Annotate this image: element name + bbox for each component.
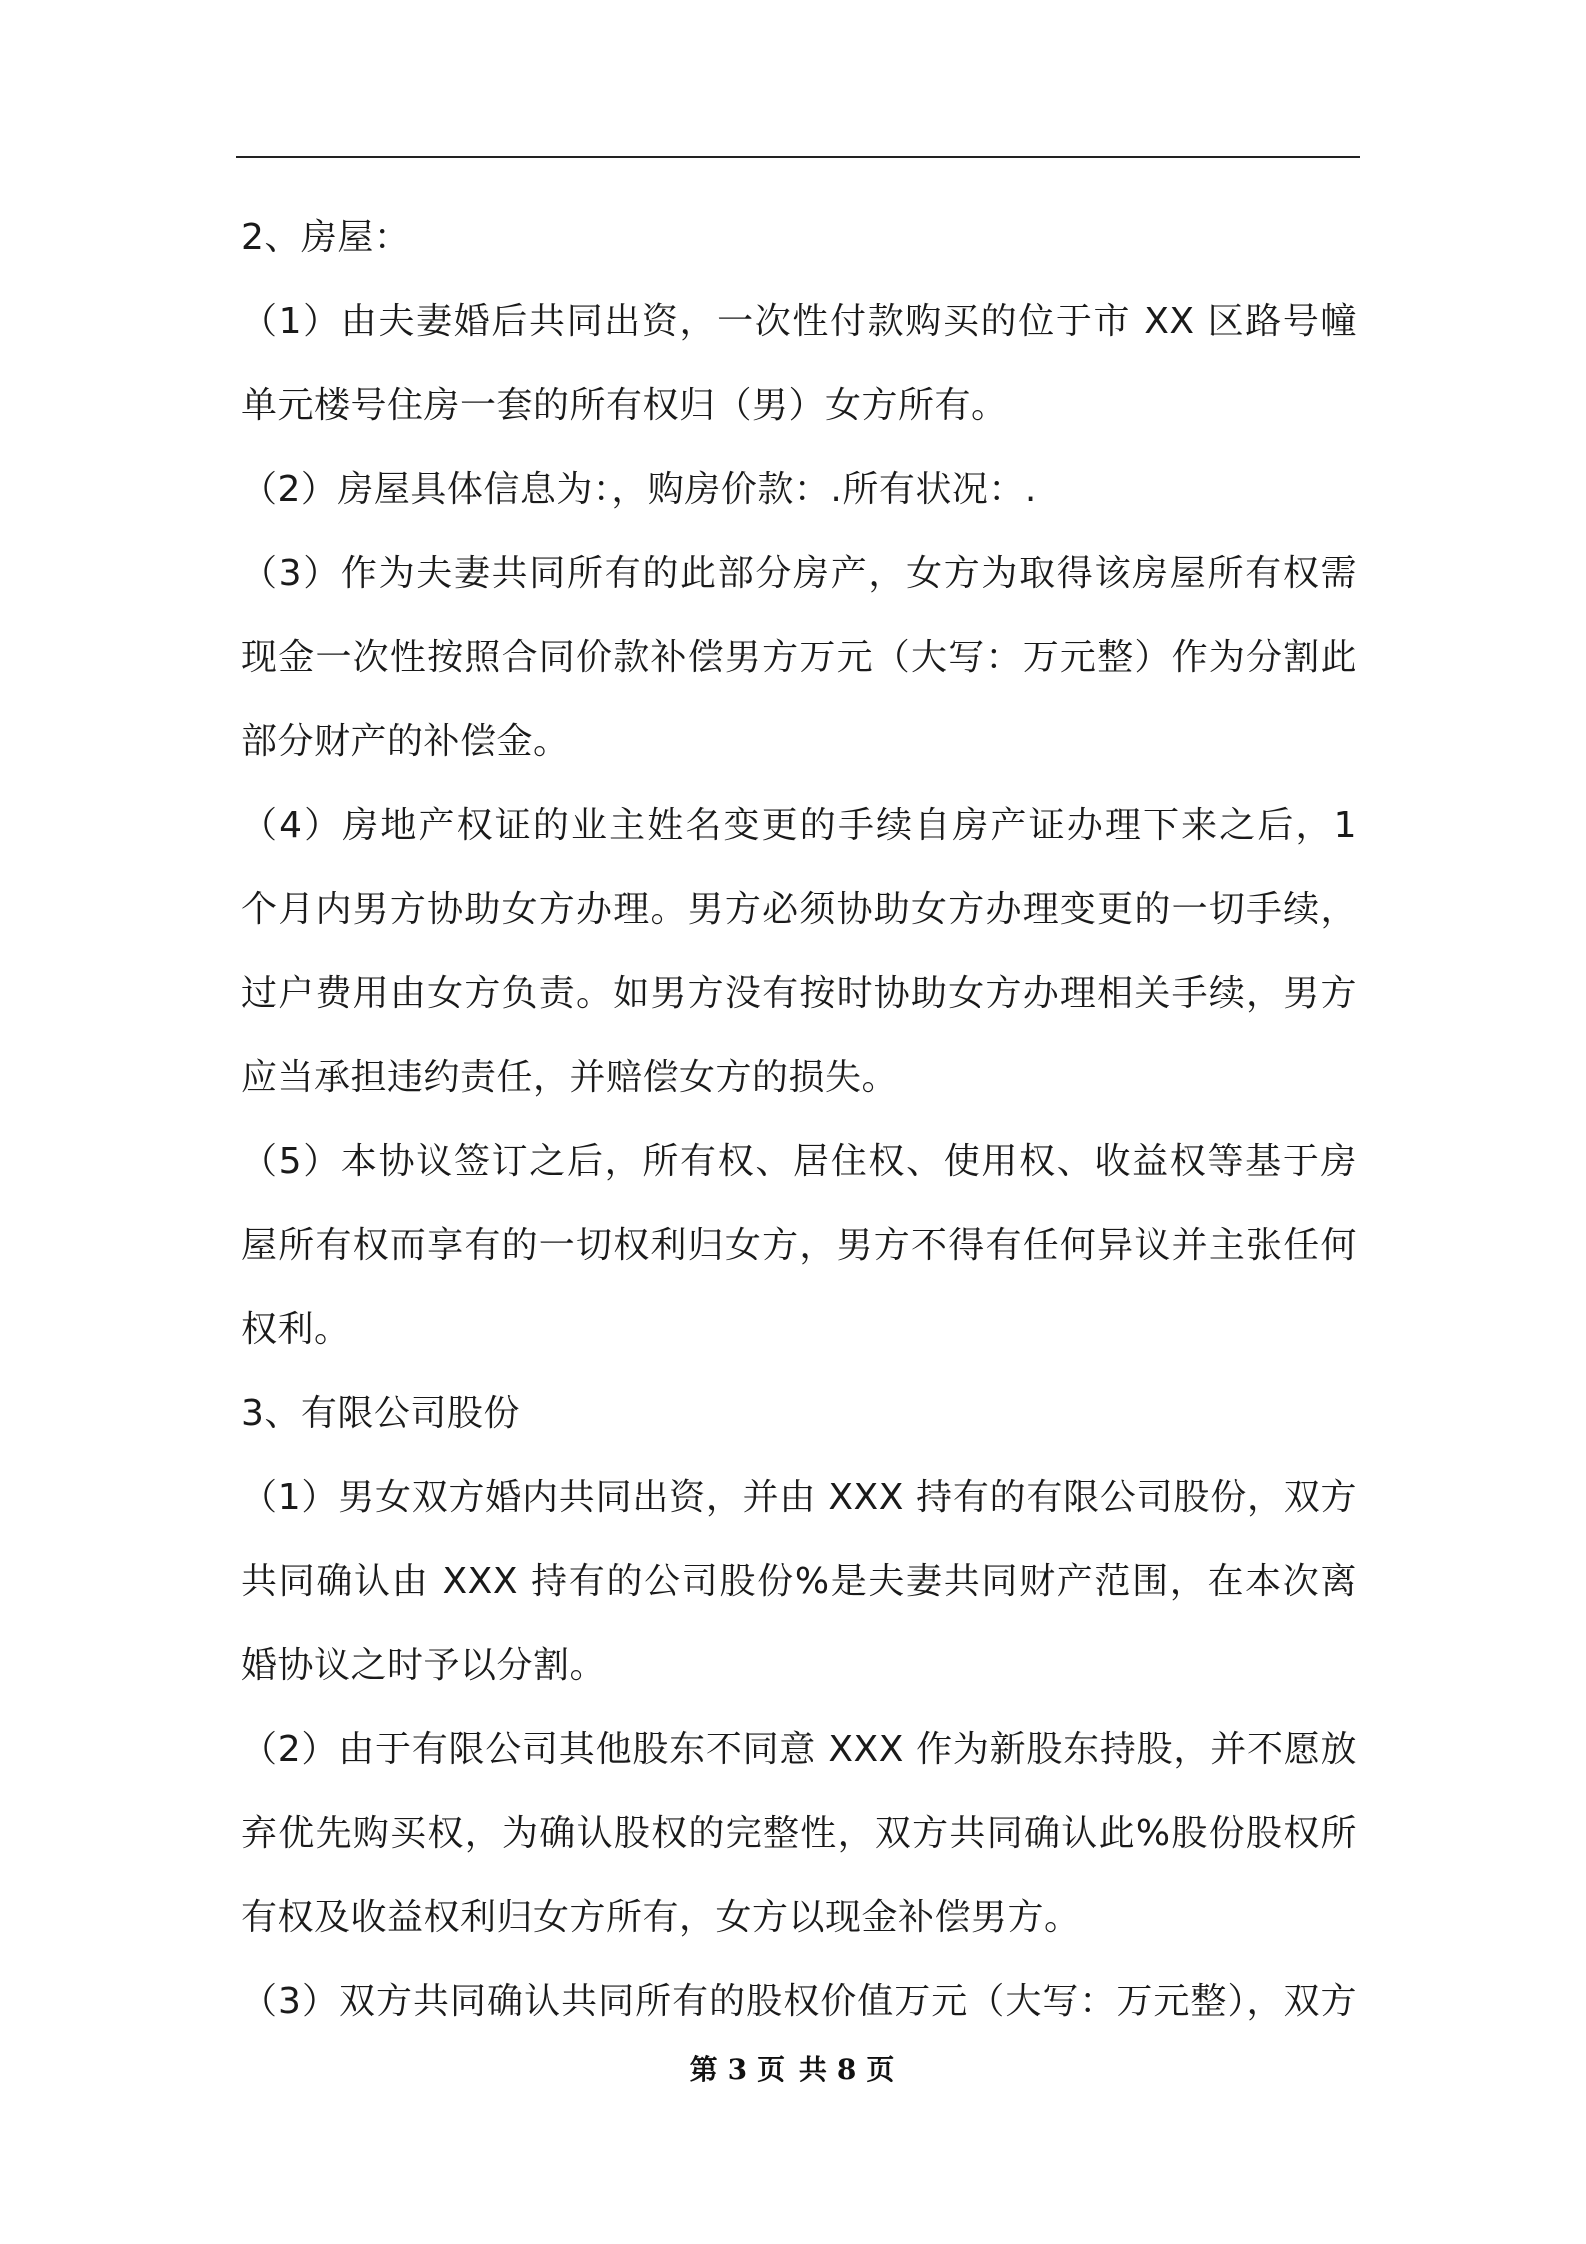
text-line: 过户费用由女方负责。如男方没有按时协助女方办理相关手续，男方 (241, 973, 1357, 1014)
text-line: 部分财产的补偿金。 (241, 721, 570, 762)
text-line: （4）房地产权证的业主姓名变更的手续自房产证办理下来之后，1 (241, 805, 1357, 846)
text-line: （3）作为夫妻共同所有的此部分房产，女方为取得该房屋所有权需 (241, 553, 1357, 594)
text-line: 屋所有权而享有的一切权利归女方，男方不得有任何异议并主张任何 (241, 1225, 1357, 1266)
text-line: 有权及收益权利归女方所有，女方以现金补偿男方。 (241, 1897, 1081, 1938)
text-line: 共同确认由 XXX 持有的公司股份%是夫妻共同财产范围，在本次离 (241, 1561, 1357, 1602)
text-line: （1）由夫妻婚后共同出资，一次性付款购买的位于市 XX 区路号幢 (241, 301, 1357, 342)
text-line: （5）本协议签订之后，所有权、居住权、使用权、收益权等基于房 (241, 1141, 1357, 1182)
text-line: （2）房屋具体信息为：，购房价款：.所有状况：. (241, 469, 1037, 510)
total-page-count: 8 (836, 2053, 859, 2086)
text-line: 单元楼号住房一套的所有权归（男）女方所有。 (241, 385, 1008, 426)
text-line: 婚协议之时予以分割。 (241, 1645, 607, 1686)
text-line: （1）男女双方婚内共同出资，并由 XXX 持有的有限公司股份，双方 (241, 1477, 1357, 1518)
text-line: 应当承担违约责任，并赔偿女方的损失。 (241, 1057, 899, 1098)
section-heading-housing: 2、房屋： (241, 217, 411, 258)
section-heading-shares: 3、有限公司股份 (241, 1393, 520, 1434)
text-line: 权利。 (241, 1309, 351, 1350)
footer-middle: 页 共 (757, 2053, 829, 2086)
text-line: （2）由于有限公司其他股东不同意 XXX 作为新股东持股，并不愿放 (241, 1729, 1357, 1770)
text-line: 弃优先购买权，为确认股权的完整性，双方共同确认此%股份股权所 (241, 1813, 1357, 1854)
header-divider (236, 156, 1360, 158)
text-line: 现金一次性按照合同价款补偿男方万元（大写：万元整）作为分割此 (241, 637, 1357, 678)
current-page-number: 3 (727, 2053, 750, 2086)
text-line: 个月内男方协助女方办理。男方必须协助女方办理变更的一切手续， (241, 889, 1357, 930)
text-line: （3）双方共同确认共同所有的股权价值万元（大写：万元整），双方 (241, 1981, 1357, 2022)
page-number-footer (0, 2048, 1586, 2088)
document-body (241, 196, 1357, 2044)
footer-prefix: 第 (689, 2053, 720, 2086)
footer-suffix: 页 (866, 2053, 897, 2086)
